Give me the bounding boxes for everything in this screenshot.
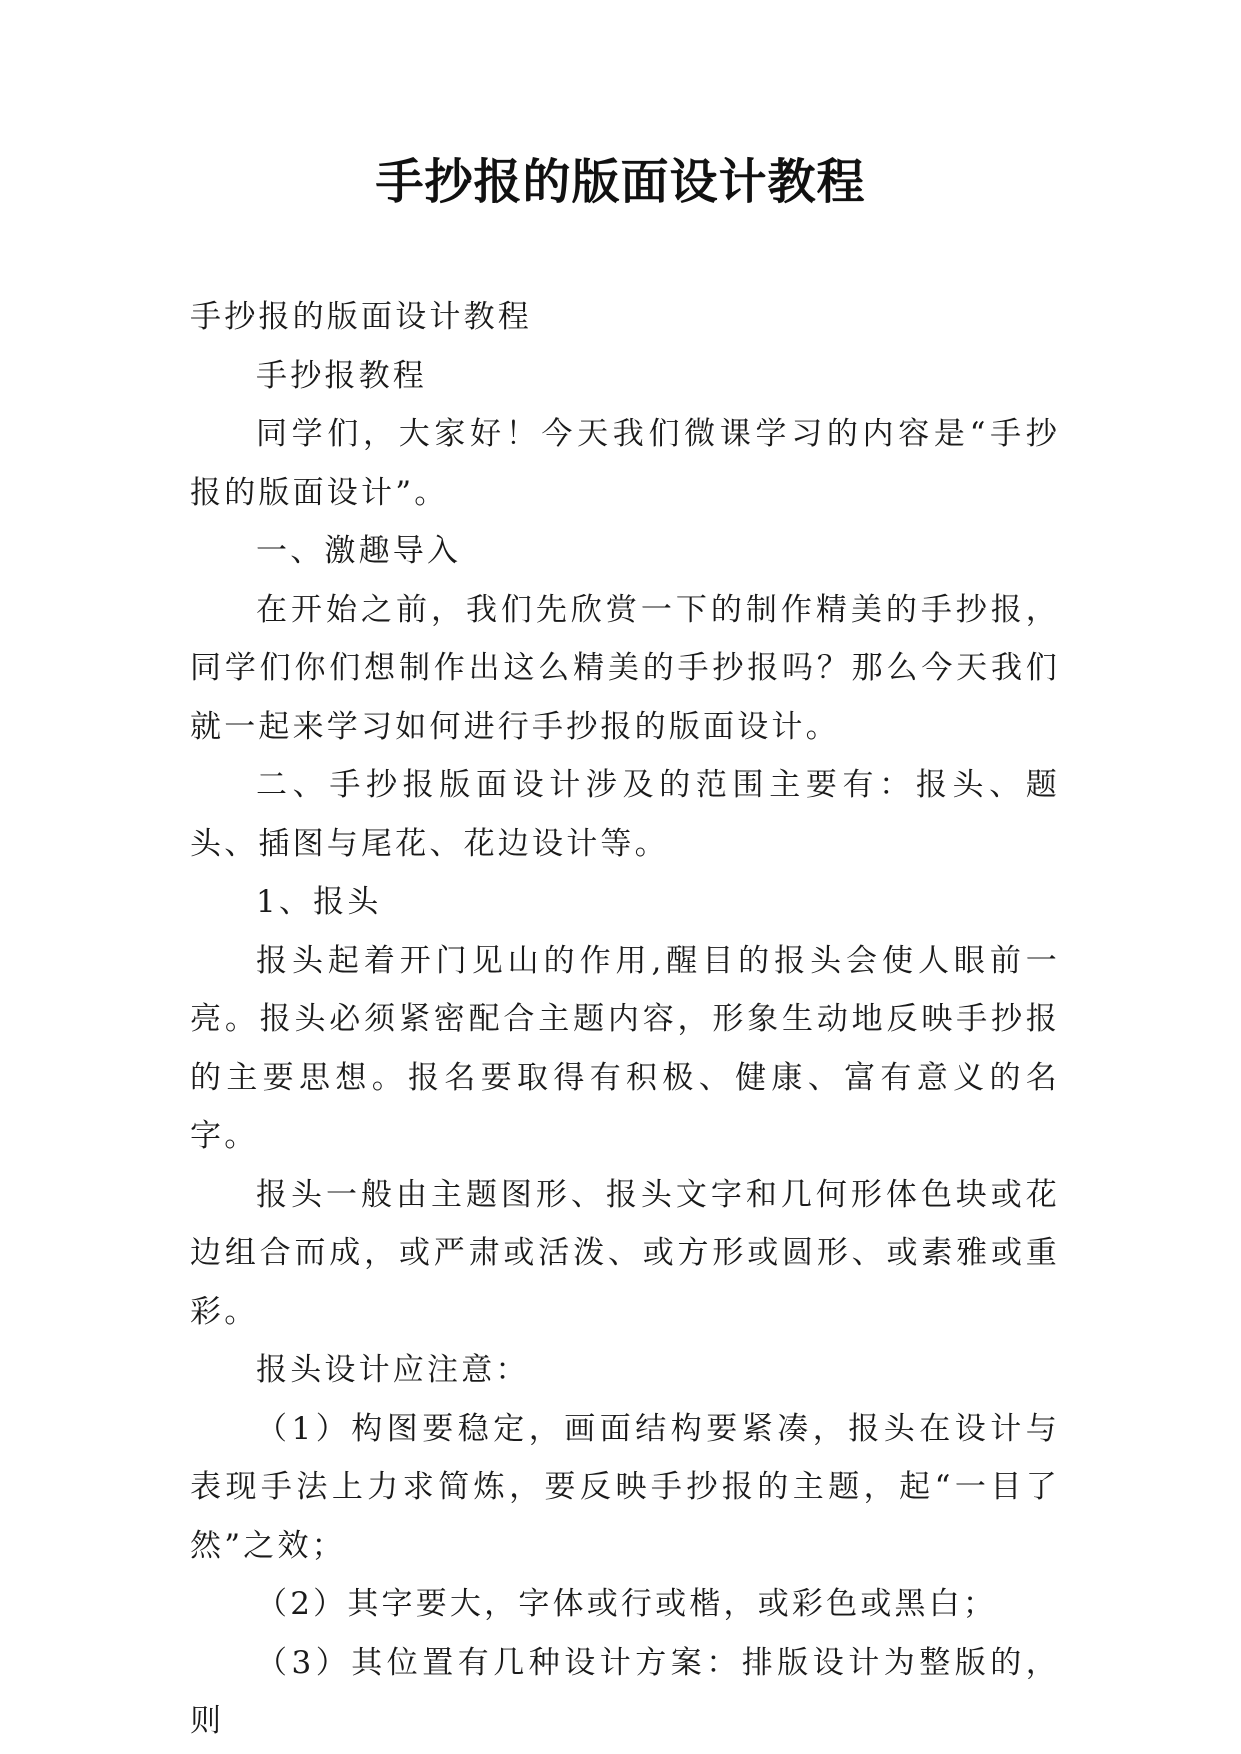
document-body — [190, 288, 1060, 1751]
paragraph: 在开始之前，我们先欣赏一下的制作精美的手抄报，同学们你们想制作出这么精美的手抄报吗？那么今天我们就一起来学习如何进行手抄报的版面设计。 — [190, 591, 1060, 745]
paragraph: 报头起着开门见山的作用,醒目的报头会使人眼前一亮。报头必须紧密配合主题内容，形象生动地反映手抄报的主要思想。报名要取得有积极、健康、富有意义的名字。 — [190, 942, 1060, 1154]
subsection-heading: 1、报头 — [256, 884, 382, 920]
list-item: （1）构图要稳定，画面结构要紧凑，报头在设计与表现手法上力求简炼，要反映手抄报的主题，起“一目了然”之效； — [190, 1410, 1060, 1564]
list-item: （2）其字要大，字体或行或楷，或彩色或黑白； — [256, 1586, 998, 1622]
list-item: （3）其位置有几种设计方案：排版设计为整版的，则 — [190, 1644, 1060, 1739]
paragraph: 手抄报教程 — [256, 357, 427, 394]
section-heading: 一、激趣导入 — [256, 533, 462, 569]
paragraph: 手抄报的版面设计教程 — [190, 299, 532, 335]
document-title: 手抄报的版面设计教程 — [375, 154, 866, 210]
paragraph: 同学们，大家好！今天我们微课学习的内容是“手抄报的版面设计”。 — [190, 416, 1060, 511]
paragraph: 报头设计应注意： — [256, 1352, 530, 1388]
section-heading: 二、手抄报版面设计涉及的范围主要有：报头、题头、插图与尾花、花边设计等。 — [190, 767, 1060, 862]
paragraph: 报头一般由主题图形、报头文字和几何形体色块或花边组合而成，或严肃或活泼、或方形或圆形、或素雅或重彩。 — [190, 1176, 1060, 1330]
